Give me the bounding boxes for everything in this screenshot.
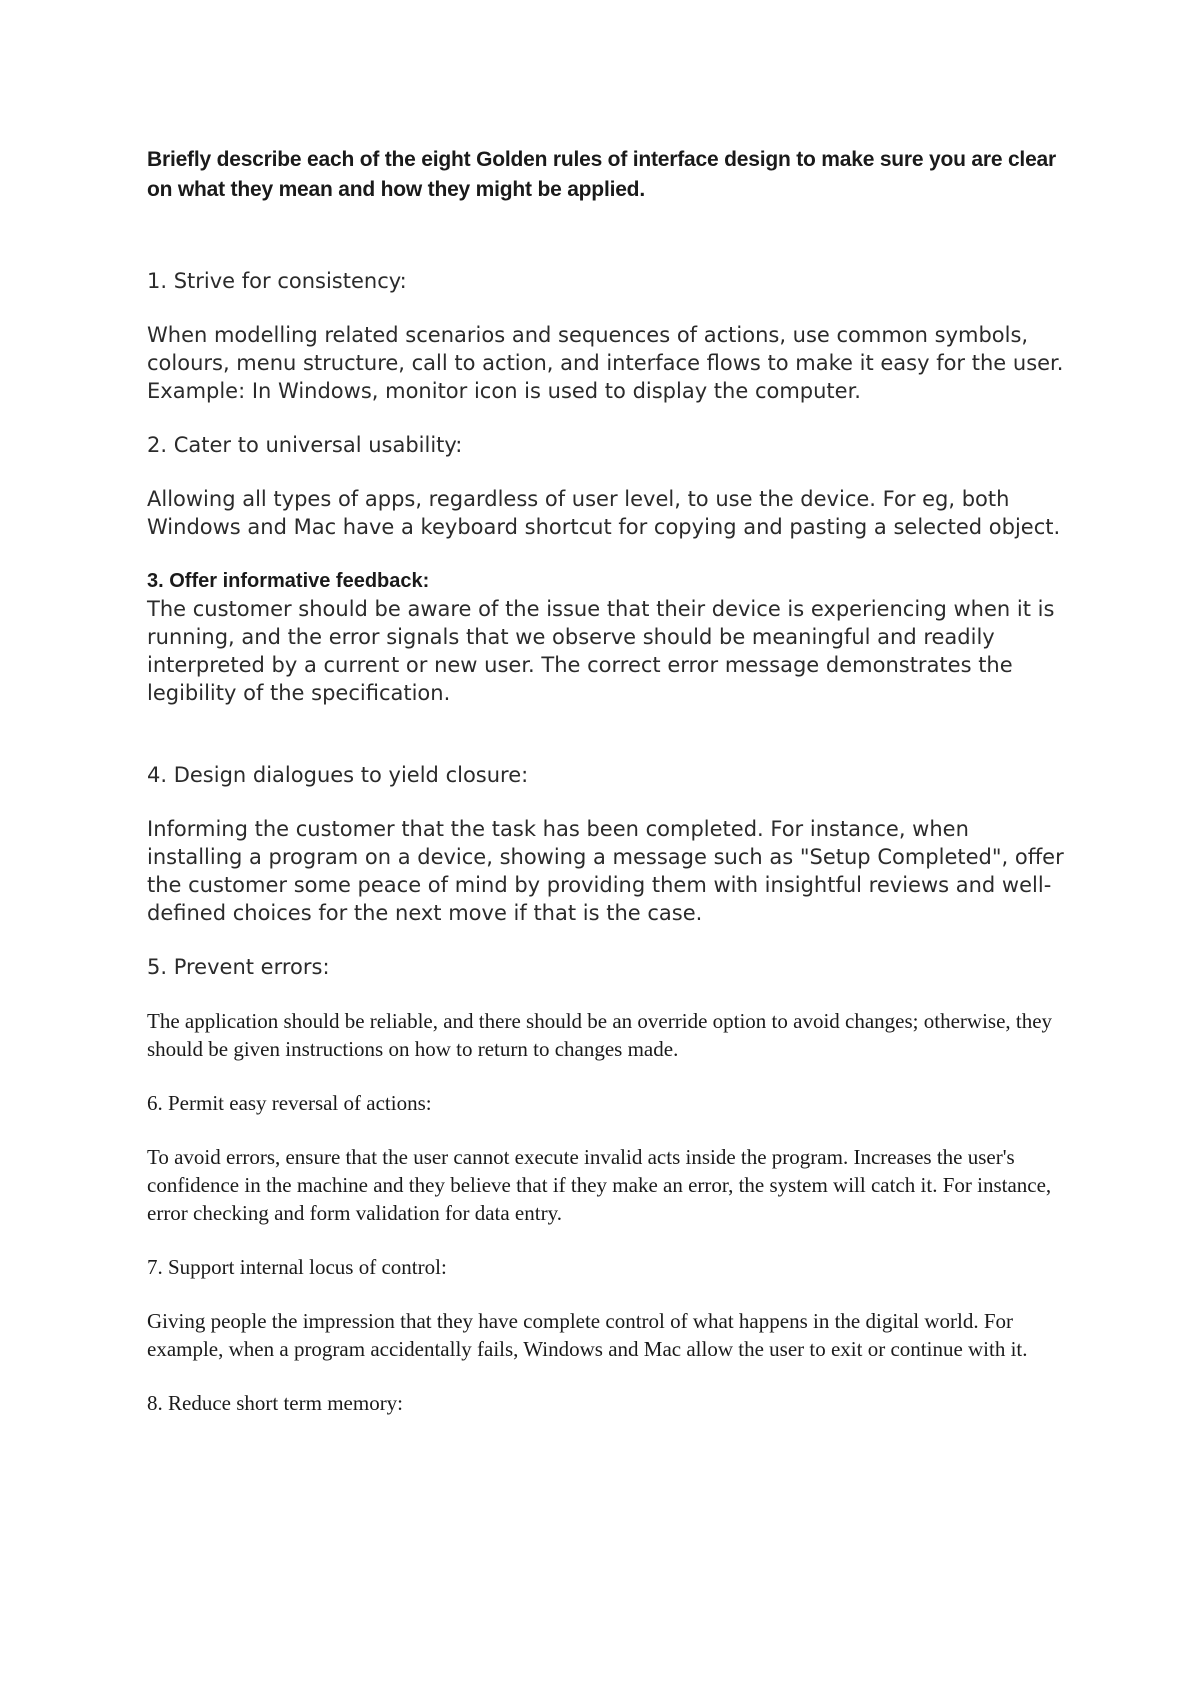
document-heading: Briefly describe each of the eight Golden rules of interface design to make sure you are clear on what they mean and how they might be applied.: [147, 148, 1056, 201]
section-1-body: When modelling related scenarios and sequences of actions, use common symbols, colours, menu structure, call to action, and interface flows to make it easy for the user. Example: In Windows, monitor icon is used to display the computer.: [147, 323, 1064, 403]
section-4-body: Informing the customer that the task has been completed. For instance, when installing a program on a device, showing a message such as "Setup Completed", offer the customer some peace of mind by providing them with insightful reviews and well-defined choices for the next move if that is the case.: [147, 817, 1064, 925]
section-7-body: Giving people the impression that they have complete control of what happens in the digital world. For example, when a program accidentally fails, Windows and Mac allow the user to exit or continue with it.: [147, 1309, 1028, 1361]
document-content: [147, 145, 1067, 1417]
section-8-title: 8. Reduce short term memory:: [147, 1391, 404, 1415]
section-2-body: Allowing all types of apps, regardless of user level, to use the device. For eg, both Windows and Mac have a keyboard shortcut for copying and pasting a selected object.: [147, 487, 1061, 539]
section-3-body: The customer should be aware of the issue that their device is experiencing when it is running, and the error signals that we observe should be meaningful and readily interpreted by a current or new user. The correct error message demonstrates the legibility of the specification.: [147, 597, 1055, 705]
section-6-body: To avoid errors, ensure that the user cannot execute invalid acts inside the program. Increases the user's confidence in the machine and they believe that if they make an error, the system will catch it. For instance, error checking and form validation for data entry.: [147, 1145, 1052, 1225]
section-6-title: 6. Permit easy reversal of actions:: [147, 1091, 432, 1115]
section-2-title: 2. Cater to universal usability:: [147, 433, 463, 457]
section-3-title: 3. Offer informative feedback:: [147, 570, 430, 592]
section-5-title: 5. Prevent errors:: [147, 955, 330, 979]
section-1-title: 1. Strive for consistency:: [147, 269, 407, 293]
section-4-title: 4. Design dialogues to yield closure:: [147, 763, 529, 787]
section-5-body: The application should be reliable, and there should be an override option to avoid changes; otherwise, they should be given instructions on how to return to changes made.: [147, 1009, 1053, 1061]
section-7-title: 7. Support internal locus of control:: [147, 1255, 447, 1279]
